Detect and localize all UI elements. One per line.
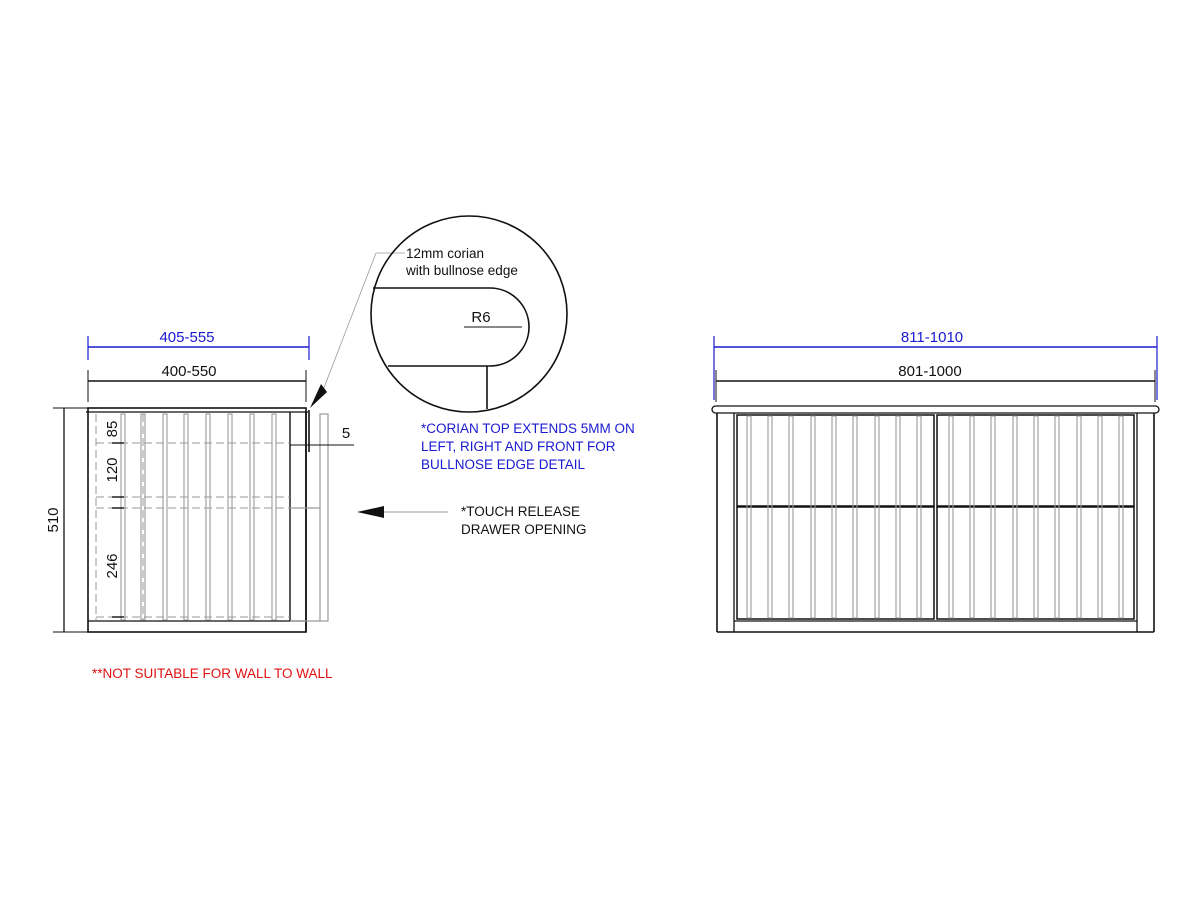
side-height-label: 510 (45, 507, 62, 533)
side-slats (121, 414, 276, 620)
corian-note-line: BULLNOSE EDGE DETAIL (421, 457, 586, 472)
touch-release-arrow (357, 506, 448, 518)
wall-warning-note (92, 665, 333, 683)
side-inner-width-label: 400-550 (161, 363, 217, 380)
front-corian-top (712, 406, 1159, 413)
corian-note-line: LEFT, RIGHT AND FRONT FOR (421, 439, 616, 454)
front-slats (747, 416, 1123, 618)
side-outer-width-dimension (88, 329, 309, 360)
drawer-height-120: 120 (104, 457, 121, 483)
touch-release-line: *TOUCH RELEASE (461, 504, 581, 519)
detail-material-line: 12mm corian (406, 246, 485, 261)
front-cabinet (717, 413, 1154, 632)
side-outer-width-label: 405-555 (159, 329, 215, 346)
front-view (712, 329, 1159, 632)
side-cabinet (86, 408, 328, 632)
front-inner-width-dimension (716, 363, 1155, 402)
corian-note (421, 420, 635, 474)
drawer-height-246: 246 (104, 553, 121, 579)
detail-material-label (406, 245, 518, 279)
front-outer-width-label: 811-1010 (900, 329, 964, 346)
touch-release-line: DRAWER OPENING (461, 522, 587, 537)
side-view (45, 329, 448, 632)
overhang-dimension (290, 410, 354, 452)
drawer-height-85: 85 (104, 420, 121, 438)
front-inner-width-label: 801-1000 (898, 363, 962, 380)
radius-label: R6 (471, 309, 491, 326)
corian-note-line: *CORIAN TOP EXTENDS 5MM ON (421, 421, 635, 436)
detail-material-line: with bullnose edge (406, 263, 518, 278)
side-inner-width-dimension (88, 363, 306, 402)
overhang-label: 5 (341, 425, 351, 442)
side-height-dimension (45, 408, 88, 632)
wall-warning-text: **NOT SUITABLE FOR WALL TO WALL (92, 666, 333, 681)
touch-release-note (461, 503, 587, 539)
